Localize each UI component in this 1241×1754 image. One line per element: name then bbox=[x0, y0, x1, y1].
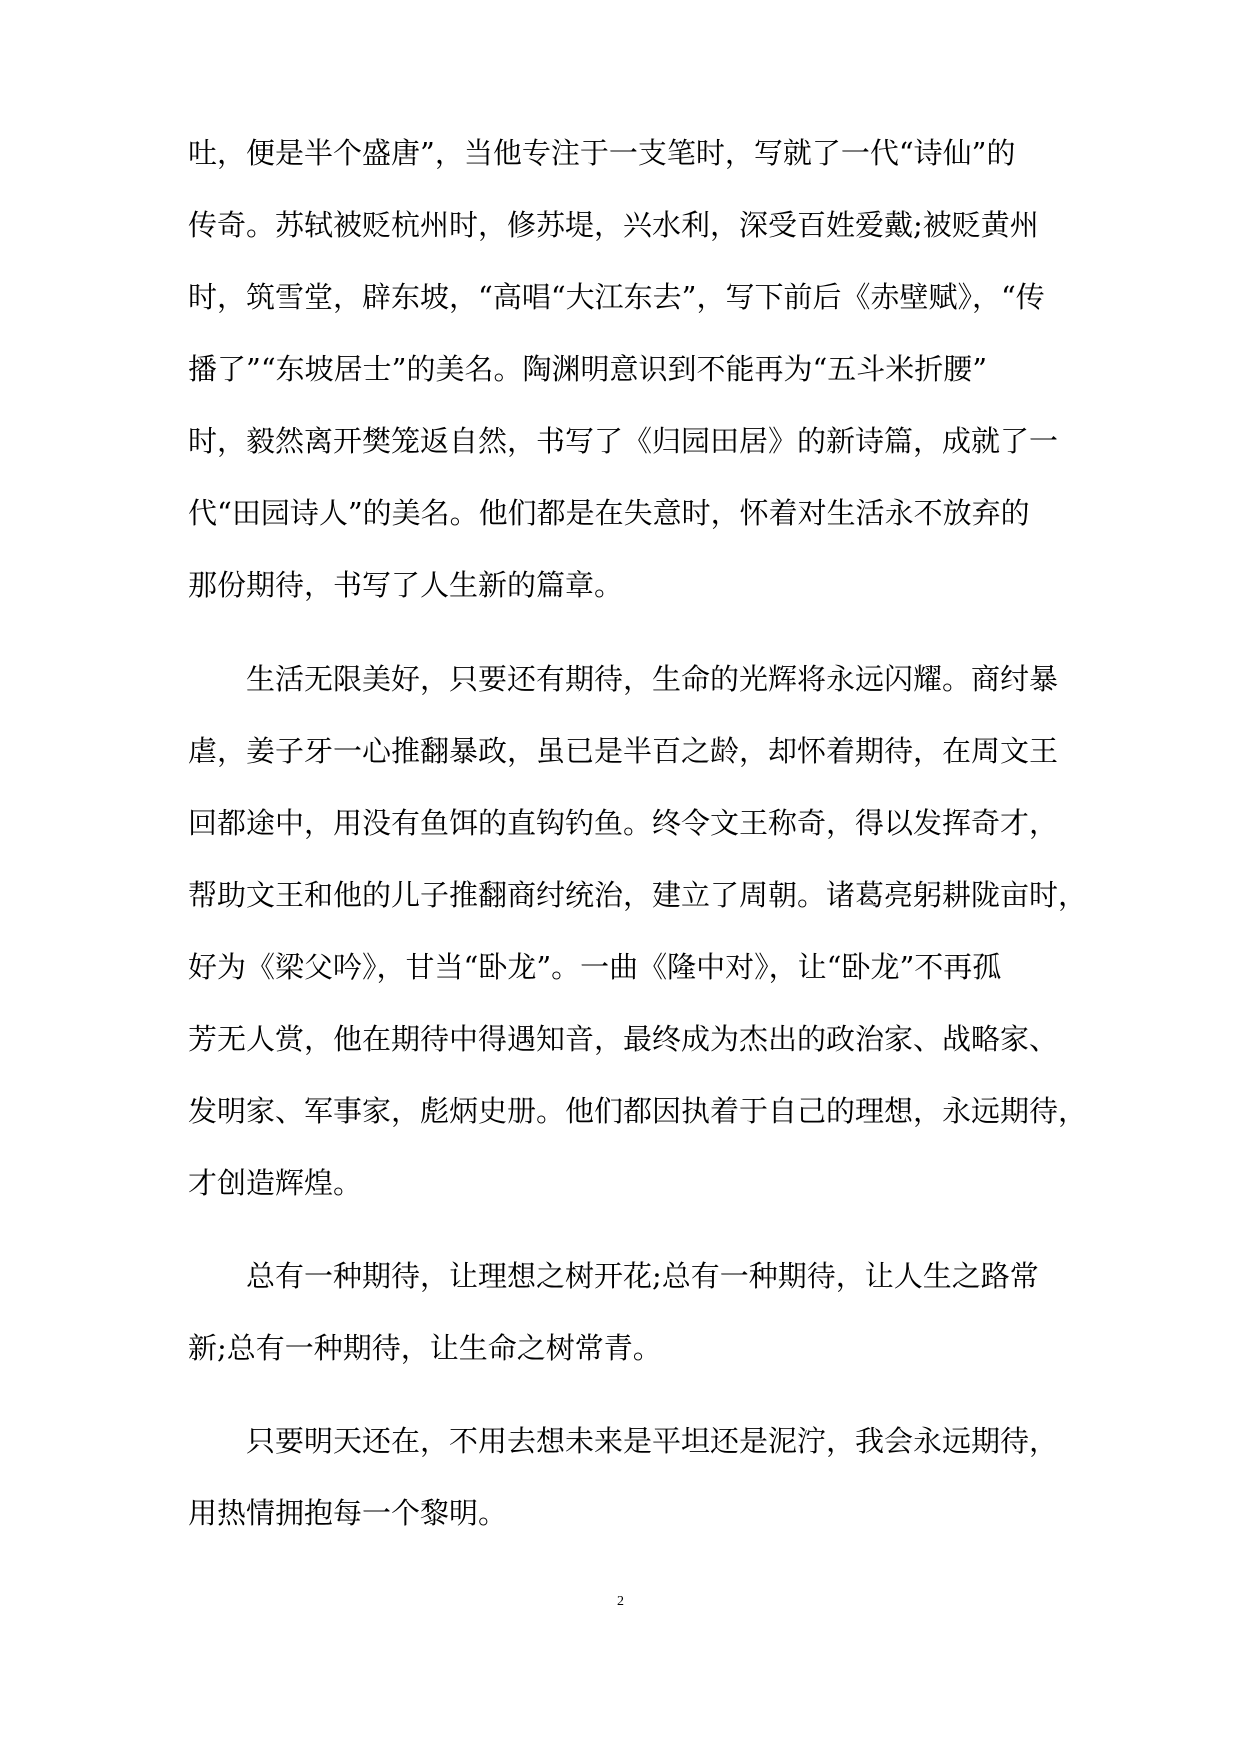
text-line: 芳无人赏，他在期待中得遇知音，最终成为杰出的政治家、战略家、 bbox=[188, 1022, 1059, 1056]
page-number: 2 bbox=[617, 1594, 624, 1609]
text-line: 好为《梁父吟》，甘当“卧龙”。一曲《隆中对》，让“卧龙”不再孤 bbox=[188, 950, 1002, 984]
text-line: 才创造辉煌。 bbox=[188, 1166, 363, 1200]
paragraph-first-line: 总有一种期待，让理想之树开花;总有一种期待，让人生之路常 bbox=[188, 1259, 1039, 1293]
text-line: 吐，便是半个盛唐”，当他专注于一支笔时，写就了一代“诗仙”的 bbox=[188, 136, 1016, 170]
text-line: 帮助文王和他的儿子推翻商纣统治，建立了周朝。诸葛亮躬耕陇亩时， bbox=[188, 878, 1088, 912]
text-line: 虐，姜子牙一心推翻暴政，虽已是半百之龄，却怀着期待，在周文王 bbox=[188, 734, 1059, 768]
text-line: 发明家、军事家，彪炳史册。他们都因执着于自己的理想，永远期待， bbox=[188, 1094, 1088, 1128]
text-line: 播了”“东坡居士”的美名。陶渊明意识到不能再为“五斗米折腰” bbox=[188, 352, 988, 386]
text-line: 代“田园诗人”的美名。他们都是在失意时，怀着对生活永不放弃的 bbox=[188, 496, 1030, 530]
text-line: 时，毅然离开樊笼返自然，书写了《归园田居》的新诗篇，成就了一 bbox=[188, 424, 1059, 458]
text-line: 回都途中，用没有鱼饵的直钩钓鱼。终令文王称奇，得以发挥奇才， bbox=[188, 806, 1059, 840]
text-line: 传奇。苏轼被贬杭州时，修苏堤，兴水利，深受百姓爱戴;被贬黄州 bbox=[188, 208, 1039, 242]
text-line: 时，筑雪堂，辟东坡，“高唱“大江东去”，写下前后《赤壁赋》，“传 bbox=[188, 280, 1045, 314]
paragraph-first-line: 只要明天还在，不用去想未来是平坦还是泥泞，我会永远期待， bbox=[188, 1424, 1059, 1458]
text-line: 新;总有一种期待，让生命之树常青。 bbox=[188, 1331, 662, 1365]
text-line: 那份期待，书写了人生新的篇章。 bbox=[188, 568, 624, 602]
paragraph-first-line: 生活无限美好，只要还有期待，生命的光辉将永远闪耀。商纣暴 bbox=[188, 662, 1059, 696]
text-line: 用热情拥抱每一个黎明。 bbox=[188, 1496, 508, 1530]
